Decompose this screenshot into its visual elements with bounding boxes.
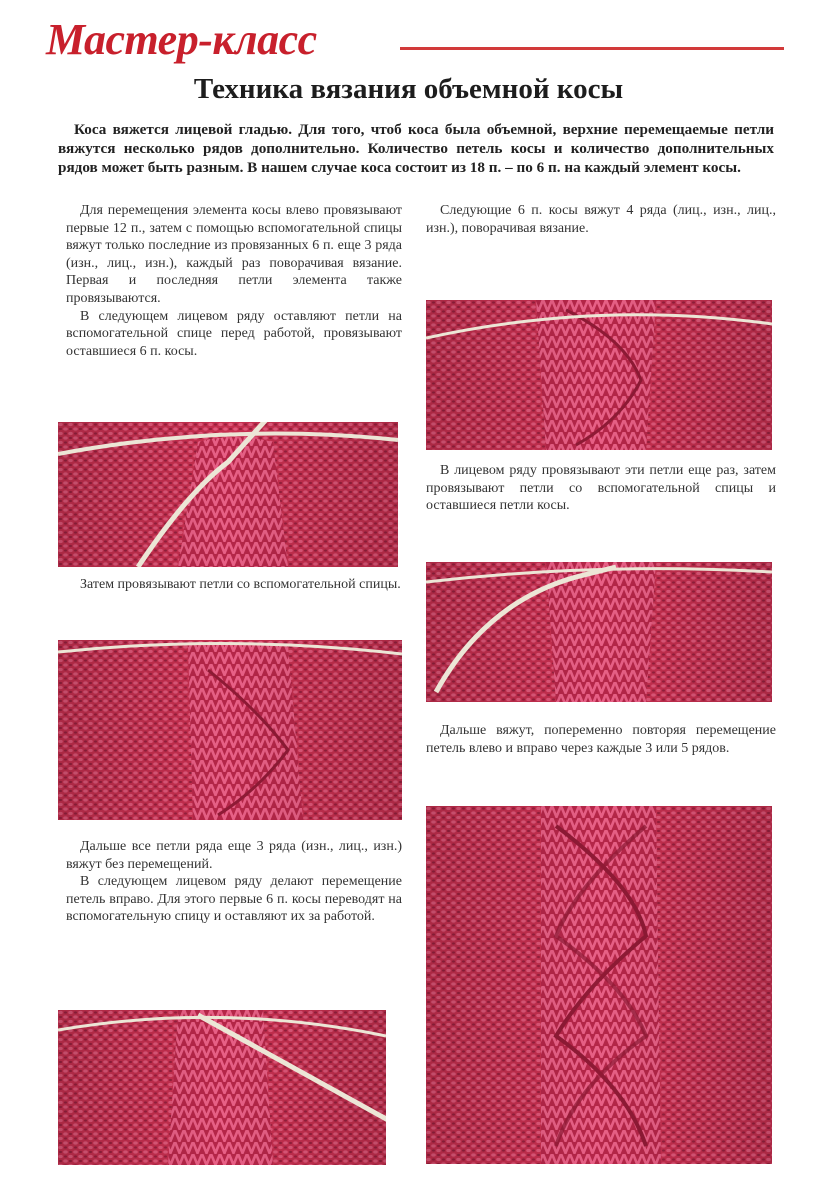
- step5-text: [426, 462, 776, 515]
- step1-text: [66, 202, 402, 360]
- step6-paragraph-1: Дальше вяжут, попеременно повторяя перемещение петель влево и вправо через каждые 3 или 5 рядов.: [426, 723, 776, 756]
- step4-paragraph-1: Следующие 6 п. косы вяжут 4 ряда (лиц., изн., лиц., изн.), поворачивая вязание.: [426, 203, 776, 236]
- step3-paragraph-2: В следующем лицевом ряду делают перемещение петель вправо. Для этого первые 6 п. косы переводят на вспомогательную спицу и оставляют их за работой.: [66, 874, 402, 925]
- step6-text: [426, 722, 776, 757]
- step2-text: [66, 576, 402, 594]
- step3-paragraph-1: Дальше все петли ряда еще 3 ряда (изн., лиц., изн.) вяжут без перемещений.: [66, 839, 402, 872]
- step3-text: [66, 838, 402, 926]
- photo-step-5: [426, 562, 772, 702]
- photo-step-3: [58, 1010, 386, 1165]
- photo-step-2: [58, 640, 402, 820]
- title-rule: [400, 47, 784, 50]
- knitting-sample-2-image: [58, 640, 402, 820]
- knitting-sample-1-image: [58, 422, 398, 567]
- photo-step-6: [426, 806, 772, 1164]
- step5-paragraph-1: В лицевом ряду провязывают эти петли еще раз, затем провязывают петли со вспомогательной спицы и оставшиеся петли косы.: [426, 463, 776, 514]
- knitting-sample-5-image: [426, 562, 772, 702]
- section-title: Мастер-класс: [46, 15, 317, 64]
- photo-step-1: [58, 422, 398, 567]
- step1-paragraph-1: Для перемещения элемента косы влево провязывают первые 12 п., затем с помощью вспомогательной спицы вяжут только последние из провязанных 6 п. еще 3 ряда (изн., лиц., изн.), каждый раз поворачивая вязание. Первая и последняя петли элемента также провязываются.: [66, 203, 402, 306]
- intro-paragraph: Коса вяжется лицевой гладью. Для того, чтоб коса была объемной, верхние перемещаемые петли вяжутся несколько рядов дополнительно. Количество петель косы и количество дополнительных рядов может быть разным. В нашем случае коса состоит из 18 п. – по 6 п. на каждый элемент косы.: [58, 121, 774, 176]
- photo-step-4: [426, 300, 772, 450]
- knitting-sample-4-image: [426, 300, 772, 450]
- step2-paragraph-1: Затем провязывают петли со вспомогательной спицы.: [80, 577, 401, 592]
- step4-text: [426, 202, 776, 237]
- knitting-sample-3-image: [58, 1010, 386, 1165]
- step1-paragraph-2: В следующем лицевом ряду оставляют петли на вспомогательной спице перед работой, провязывают оставшиеся 6 п. косы.: [66, 308, 402, 359]
- knitting-sample-6-image: [426, 806, 772, 1164]
- page-title: Техника вязания объемной косы: [193, 73, 624, 105]
